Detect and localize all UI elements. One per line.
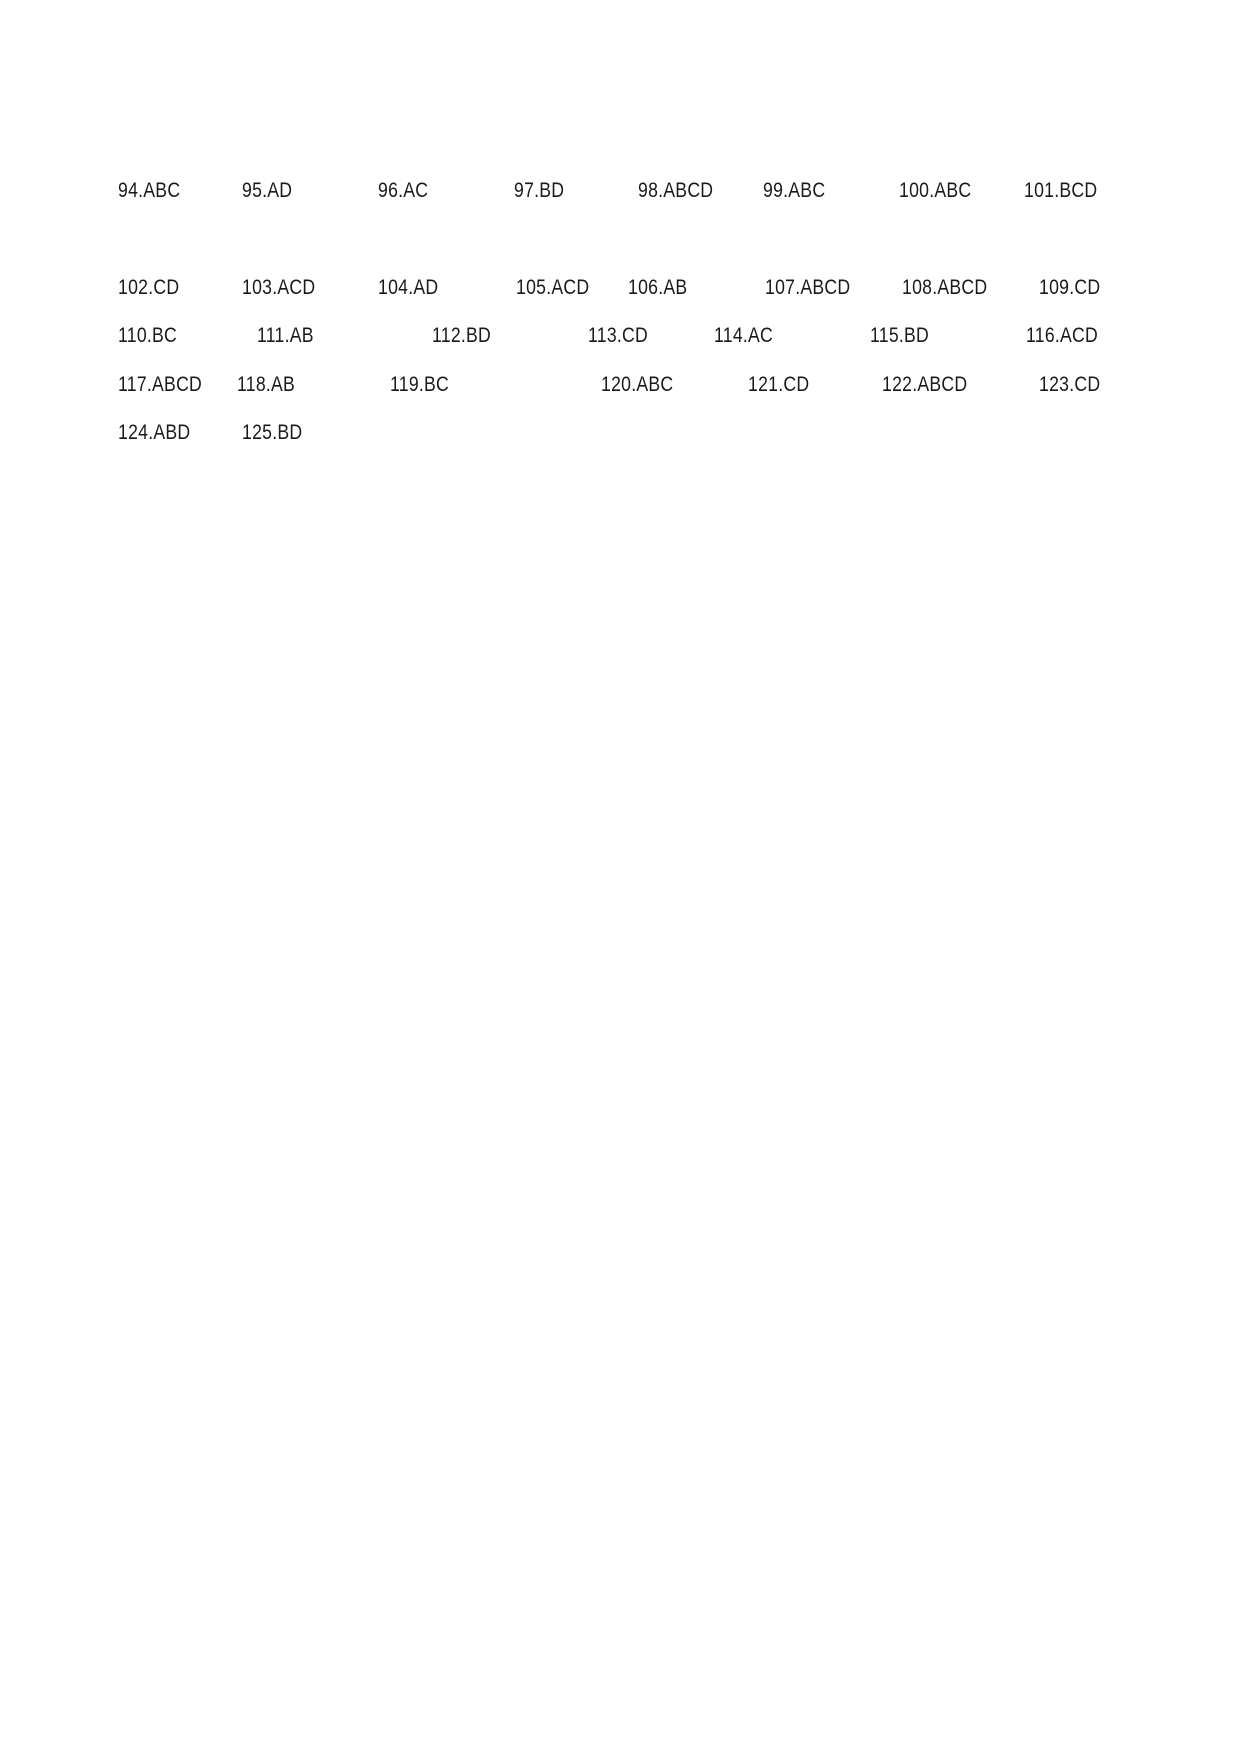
answer-item: 101.BCD	[1024, 179, 1098, 202]
answer-row	[0, 178, 1240, 208]
answer-item: 112.BD	[432, 324, 492, 347]
answer-item: 124.ABD	[118, 421, 191, 444]
answer-item: 96.AC	[378, 179, 429, 202]
answer-item: 117.ABCD	[118, 373, 203, 396]
answer-item: 110.BC	[118, 324, 178, 347]
answer-item: 95.AD	[242, 179, 293, 202]
answer-row	[0, 275, 1240, 305]
answer-item: 111.AB	[257, 324, 314, 347]
answer-item: 116.ACD	[1026, 324, 1099, 347]
answer-item: 123.CD	[1039, 373, 1101, 396]
answer-item: 118.AB	[237, 373, 296, 396]
answer-item: 121.CD	[748, 373, 810, 396]
answer-item: 102.CD	[118, 276, 180, 299]
answer-item: 103.ACD	[242, 276, 316, 299]
answer-item: 113.CD	[588, 324, 649, 347]
answer-item: 115.BD	[870, 324, 930, 347]
answer-item: 106.AB	[628, 276, 688, 299]
answer-item: 97.BD	[514, 179, 565, 202]
answer-row	[0, 372, 1240, 402]
answer-item: 125.BD	[242, 421, 303, 444]
answer-item: 108.ABCD	[902, 276, 988, 299]
answer-item: 94.ABC	[118, 179, 181, 202]
answer-item: 114.AC	[714, 324, 774, 347]
answer-item: 119.BC	[390, 373, 450, 396]
answer-item: 122.ABCD	[882, 373, 968, 396]
answer-item: 107.ABCD	[765, 276, 851, 299]
answer-item: 109.CD	[1039, 276, 1101, 299]
answer-row	[0, 323, 1240, 353]
answer-item: 105.ACD	[516, 276, 590, 299]
answer-row	[0, 420, 1240, 450]
answer-item: 120.ABC	[601, 373, 674, 396]
answer-item: 100.ABC	[899, 179, 972, 202]
answer-item: 104.AD	[378, 276, 439, 299]
answer-item: 99.ABC	[763, 179, 826, 202]
answer-item: 98.ABCD	[638, 179, 714, 202]
